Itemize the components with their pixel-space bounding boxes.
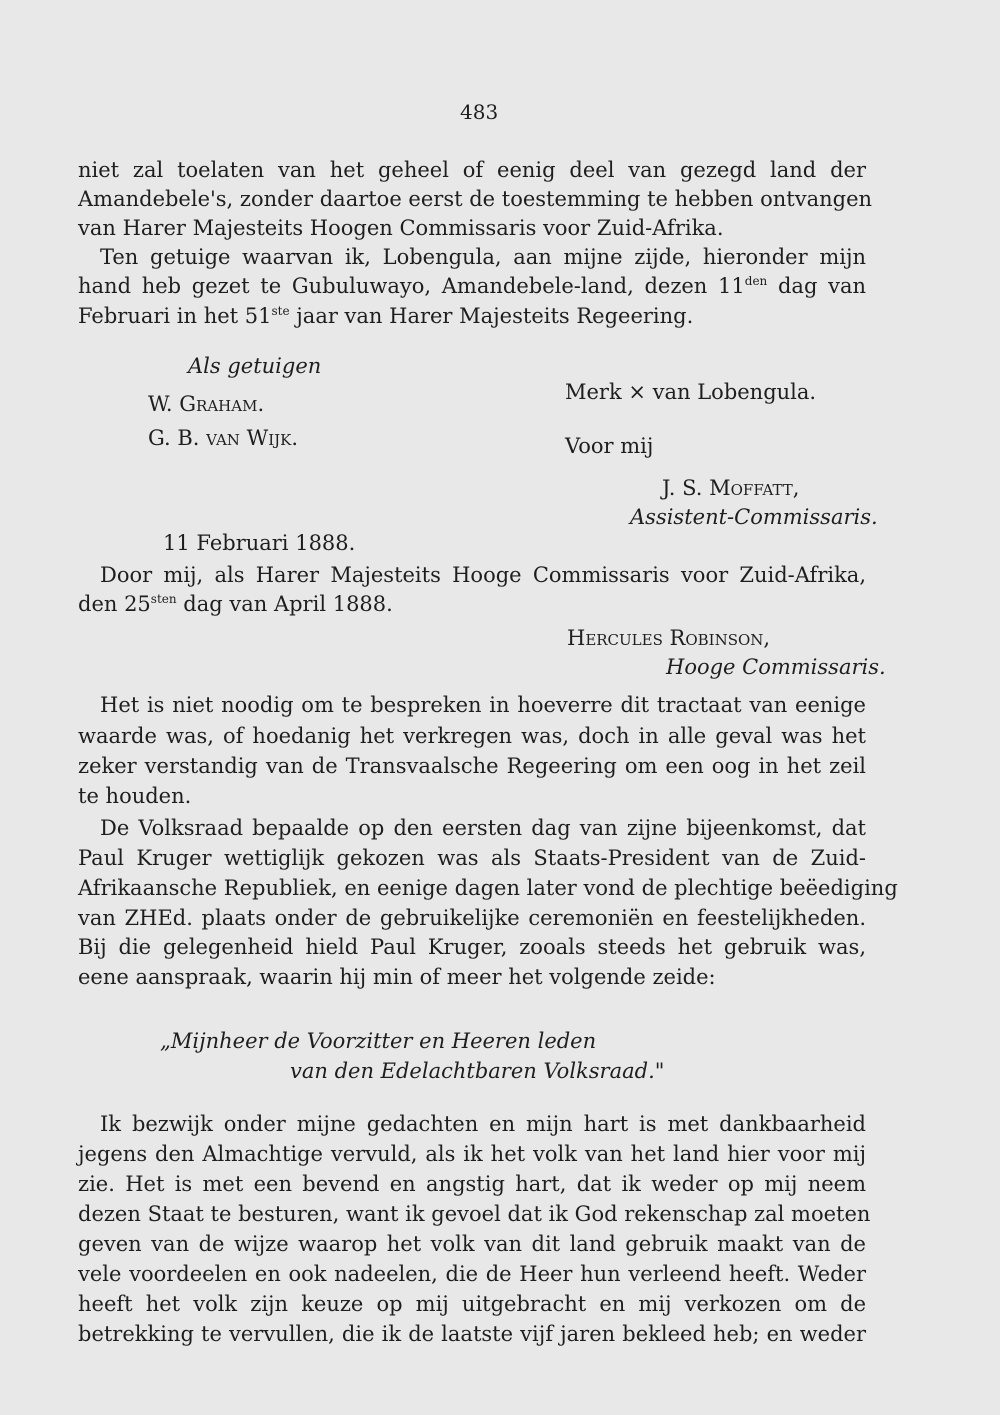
p1-line-3: van Harer Majesteits Hoogen Commissaris voor Zuid-Afrika. — [78, 216, 724, 240]
official-name: J. S. Moffatt, — [662, 476, 800, 500]
p6-line-6: vele voordeelen en ook nadeelen, die de Heer hun verleend heeft. Weder — [78, 1262, 866, 1286]
address-line-1: „Mijnheer de Voorzitter en Heeren leden — [160, 1029, 597, 1053]
p6-line-3: zie. Het is met een bevend en angstig hart, dat ik weder op mij neem — [78, 1172, 866, 1196]
witness-1: W. Graham. — [148, 392, 265, 416]
witness-2: G. B. van Wijk. — [148, 426, 299, 450]
p5-line-1: De Volksraad bepaalde op den eersten dag van zijne bijeenkomst, dat — [100, 816, 866, 840]
p3-line-2: den $25^{sten}$ dag van April 1888. — [78, 592, 393, 616]
page-number: 483 — [460, 100, 499, 124]
commissioner-title: Hooge Commissaris. — [666, 655, 886, 679]
commissioner-name: Hercules Robinson, — [567, 626, 771, 650]
p5-line-4: van ZHEd. plaats onder de gebruikelijke ceremoniën en feestelijkheden. — [78, 906, 866, 930]
p6-line-8: betrekking te vervullen, die ik de laatste vijf jaren bekleed heb; en weder — [78, 1322, 866, 1346]
p5-line-2: Paul Kruger wettiglijk gekozen was als Staats-President van de Zuid- — [78, 846, 866, 870]
p4-line-2: waarde was, of hoedanig het verkregen was, doch in alle geval was het — [78, 724, 866, 748]
p4-line-4: te houden. — [78, 784, 192, 808]
p2-line-3: Februari in het 51ste jaar van Harer Majesteits Regeering. — [78, 304, 694, 328]
p3-line-1: Door mij, als Harer Majesteits Hooge Commissaris voor Zuid-Afrika, — [100, 563, 866, 587]
p6-line-4: dezen Staat te besturen, want ik gevoel dat ik God rekenschap zal moeten — [78, 1202, 871, 1226]
p2-line-1: Ten getuige waarvan ik, Lobengula, aan mijne zijde, hieronder mijn — [100, 245, 866, 269]
address-line-2: van den Edelachtbaren Volksraad." — [290, 1059, 665, 1083]
witnesses-heading: Als getuigen — [188, 354, 322, 378]
p5-line-6: eene aanspraak, waarin hij min of meer het volgende zeide: — [78, 965, 716, 989]
p6-line-5: geven van de wijze waarop het volk van dit land gebruik maakt van de — [78, 1232, 866, 1256]
before-me: Voor mij — [565, 434, 654, 458]
p5-line-3: Afrikaansche Republiek, en eenige dagen later vond de plechtige beëediging — [78, 876, 898, 900]
p6-line-1: Ik bezwijk onder mijne gedachten en mijn hart is met dankbaarheid — [100, 1112, 866, 1136]
lobengula-mark: Merk × van Lobengula. — [565, 380, 817, 404]
p4-line-3: zeker verstandig van de Transvaalsche Regeering om een oog in het zeil — [78, 754, 866, 778]
p1-line-1: niet zal toelaten van het geheel of eenig deel van gezegd land der — [78, 158, 866, 182]
p1-line-2: Amandebele's, zonder daartoe eerst de toestemming te hebben ontvangen — [78, 187, 873, 211]
p6-line-2: jegens den Almachtige vervuld, als ik het volk van het land hier voor mij — [78, 1142, 866, 1166]
treaty-date: 11 Februari 1888. — [163, 531, 356, 555]
official-title: Assistent-Commissaris. — [630, 505, 878, 529]
p5-line-5: Bij die gelegenheid hield Paul Kruger, zooals steeds het gebruik was, — [78, 935, 866, 959]
p6-line-7: heeft het volk zijn keuze op mij uitgebracht en mij verkozen om de — [78, 1292, 866, 1316]
p2-line-2: hand heb gezet te Gubuluwayo, Amandebele-land, dezen $11^{den}$ dag van — [78, 274, 866, 298]
p4-line-1: Het is niet noodig om te bespreken in hoeverre dit tractaat van eenige — [100, 693, 866, 717]
